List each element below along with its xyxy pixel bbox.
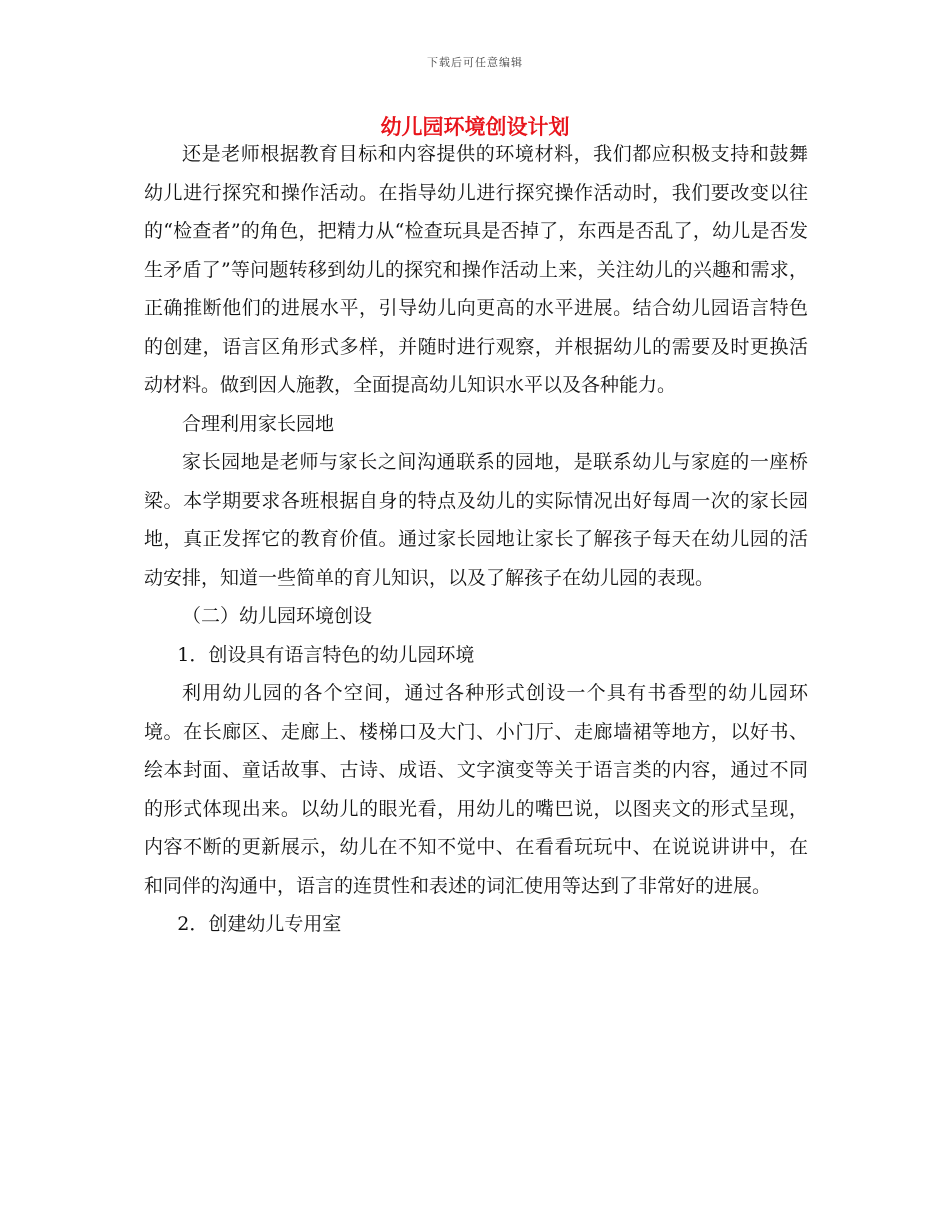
page-header-note: 下载后可任意编辑 xyxy=(427,56,523,69)
subsection-heading-dedicated-rooms: 2．创建幼儿专用室 xyxy=(177,913,342,935)
section-heading-environment-creation: （二）幼儿园环境创设 xyxy=(182,605,373,627)
paragraph-environment-materials: 还是老师根据教育目标和内容提供的环境材料，我们都应积极支持和鼓舞幼儿进行探究和操作活动。在指导幼儿进行探究操作活动时，我们要改变以往的“检查者”的角色，把精力从“检查玩具是否掉了，东西是否乱了，幼儿是否发生矛盾了”等问题转移到幼儿的探究和操作活动上来，关注幼儿的兴趣和需求，正确推断他们的进展水平，引导幼儿向更高的水平进展。结合幼儿园语言特色的创建，语言区角形式多样，并随时进行观察，并根据幼儿的需要及时更换活动材料。做到因人施教，全面提高幼儿知识水平以及各种能力。 xyxy=(144,143,808,396)
paragraph-language-environment: 利用幼儿园的各个空间，通过各种形式创设一个具有书香型的幼儿园环境。在长廊区、走廊上、楼梯口及大门、小门厅、走廊墙裙等地方，以好书、绘本封面、童话故事、古诗、成语、文字演变等关于语言类的内容，通过不同的形式体现出来。以幼儿的眼光看，用幼儿的嘴巴说，以图夹文的形式呈现，内容不断的更新展示，幼儿在不知不觉中、在看看玩玩中、在说说讲讲中，在和同伴的沟通中，语言的连贯性和表述的词汇使用等达到了非常好的进展。 xyxy=(144,682,808,897)
paragraph-heading-parents-corner: 合理利用家长园地 xyxy=(182,412,335,435)
document-body xyxy=(144,135,808,944)
document-title: 幼儿园环境创设计划 xyxy=(380,114,570,139)
subsection-heading-language-environment: 1．创设具有语言特色的幼儿园环境 xyxy=(177,643,475,666)
paragraph-parents-corner: 家长园地是老师与家长之间沟通联系的园地，是联系幼儿与家庭的一座桥梁。本学期要求各班根据自身的特点及幼儿的实际情况出好每周一次的家长园地，真正发挥它的教育价值。通过家长园地让家长了解孩子每天在幼儿园的活动安排，知道一些简单的育儿知识，以及了解孩子在幼儿园的表现。 xyxy=(144,451,808,589)
